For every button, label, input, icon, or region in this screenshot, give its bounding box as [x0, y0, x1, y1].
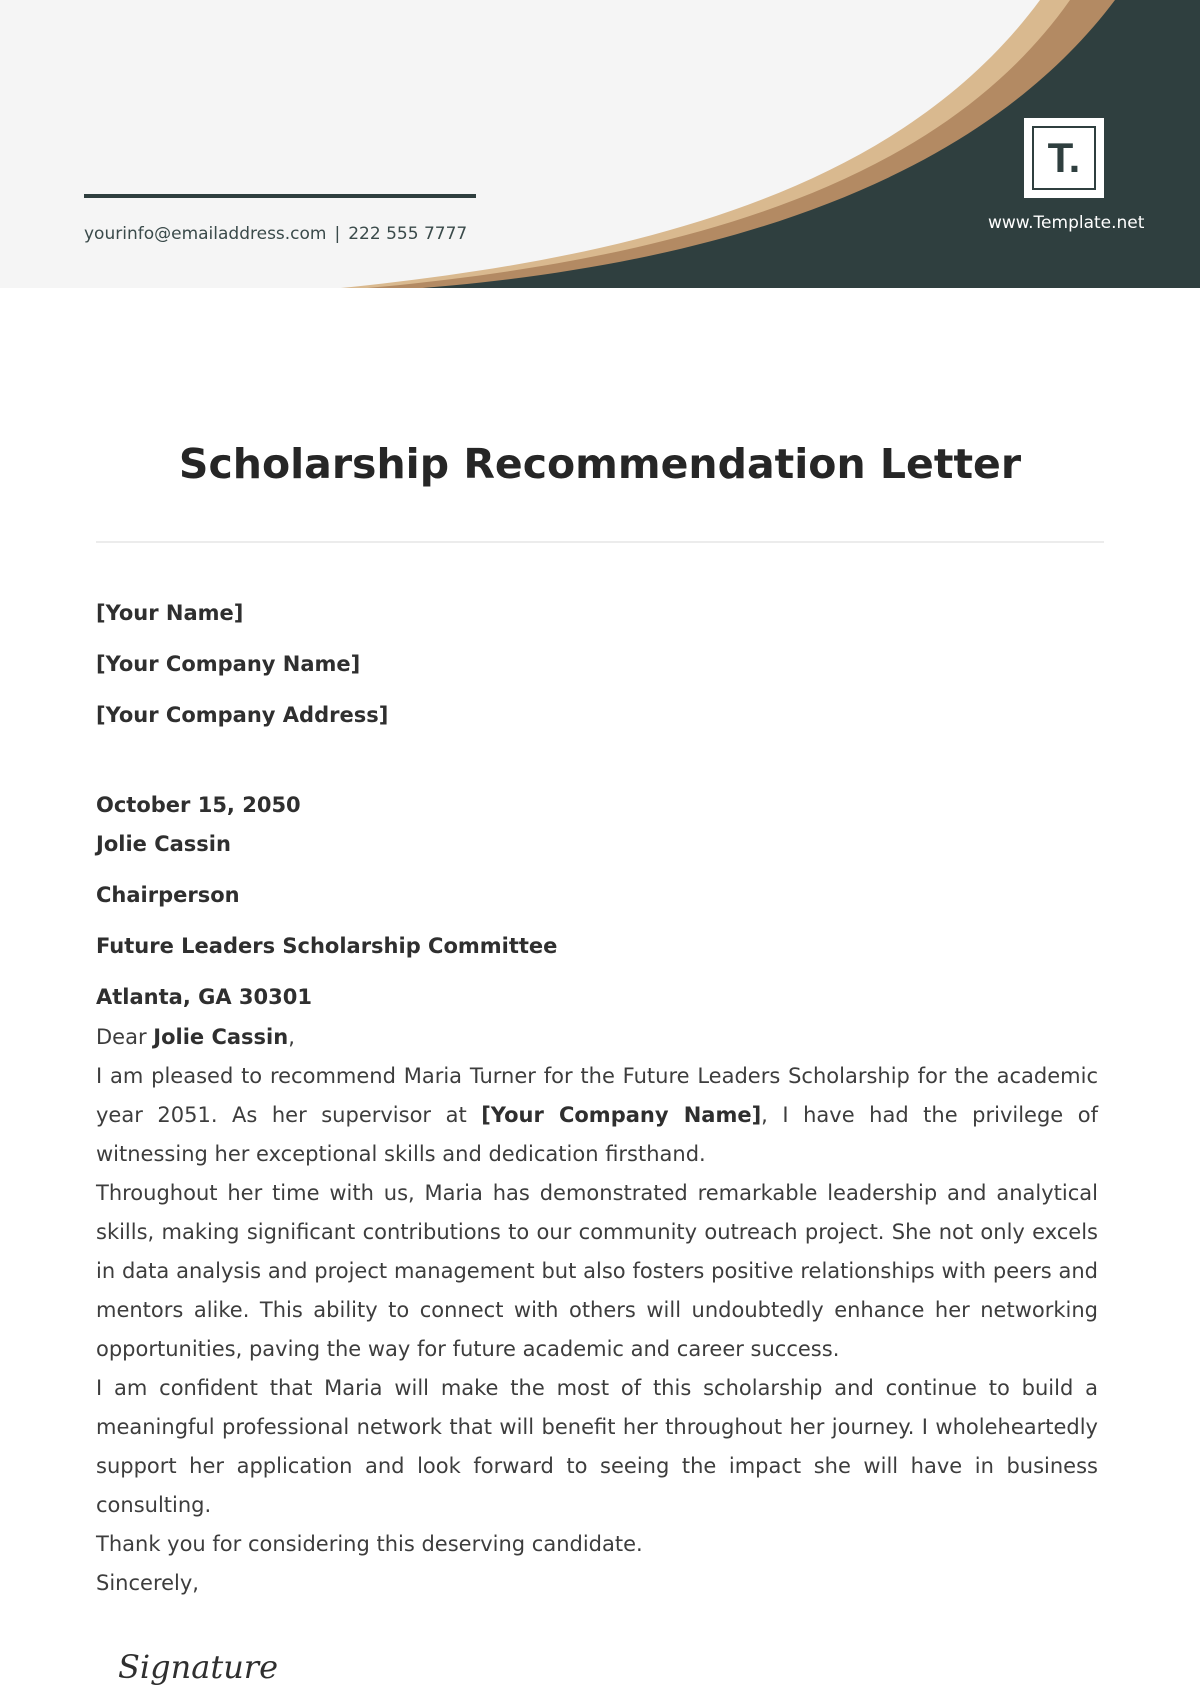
paragraph-1 [96, 1057, 1098, 1174]
letter-date: October 15, 2050 [96, 793, 301, 817]
paragraph-3: I am confident that Maria will make the most of this scholarship and continue to build a meaningful professional network that will benefit her throughout her journey. I wholeheartedly support her application and look forward to seeing the impact she will have in business consulting. [96, 1376, 1098, 1517]
sender-address: [Your Company Address] [96, 703, 389, 727]
sender-name: [Your Name] [96, 601, 244, 625]
logo-letter: T. [1032, 126, 1096, 190]
paragraph-1-text: I am pleased to recommend Maria Turner for the Future Leaders Scholarship for the academic year 2051. As her supervisor at [96, 1064, 1098, 1127]
paragraph-4: Thank you for considering this deserving candidate. [96, 1532, 643, 1556]
title-divider [96, 541, 1104, 543]
salutation-suffix: , [288, 1025, 295, 1049]
recipient-position: Chairperson [96, 883, 240, 907]
salutation-prefix: Dear [96, 1025, 154, 1049]
recipient-location: Atlanta, GA 30301 [96, 985, 312, 1009]
paragraph-1-text-end: , I have had the privilege of witnessing her exceptional skills and dedication firsthand. [96, 1103, 1098, 1166]
salutation [96, 1018, 1098, 1057]
signature: Signature [118, 1648, 279, 1686]
page-title: Scholarship Recommendation Letter [178, 440, 1022, 488]
logo [1026, 120, 1102, 196]
contact-rule [84, 194, 476, 198]
salutation-name: Jolie Cassin [153, 1025, 289, 1049]
letterhead-swoosh [0, 0, 1200, 290]
website-text: www.Template.net [988, 213, 1145, 233]
paragraph-2: Throughout her time with us, Maria has demonstrated remarkable leadership and analytical skills, making significant contributions to our community outreach project. She not only excels in data analysis and project management but also fosters positive relationships with peers and mentors alike. This ability to connect with others will undoubtedly enhance her networking opportunities, paving the way for future academic and career success. [96, 1181, 1098, 1361]
email-text: yourinfo@emailaddress.com [84, 224, 327, 244]
contact-line [84, 224, 467, 244]
recipient-organization: Future Leaders Scholarship Committee [96, 934, 558, 958]
closing: Sincerely, [96, 1571, 199, 1595]
paragraph-1-company: [Your Company Name] [481, 1103, 762, 1127]
letterhead [0, 0, 1200, 290]
contact-separator: | [334, 224, 341, 244]
sender-company: [Your Company Name] [96, 652, 361, 676]
recipient-name: Jolie Cassin [96, 832, 231, 856]
phone-text: 222 555 7777 [348, 224, 468, 244]
letter-body [96, 1018, 1098, 1603]
